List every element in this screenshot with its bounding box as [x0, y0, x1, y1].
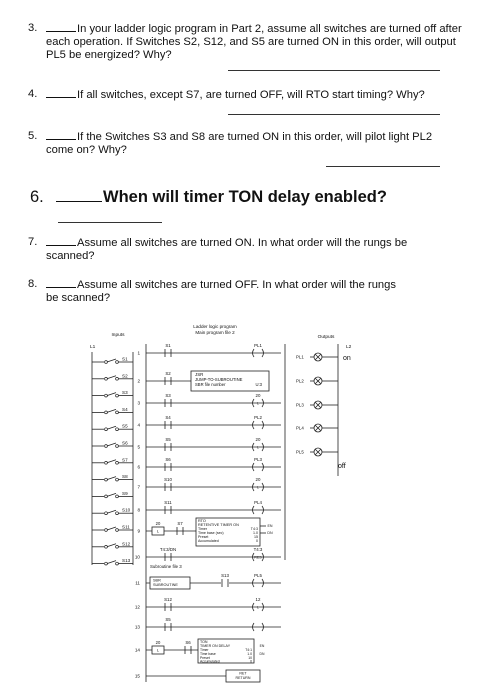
outputs-label: Outputs	[317, 335, 335, 340]
input-switch-label: S3	[122, 390, 128, 396]
rto-timer-value: T4:3	[250, 527, 258, 531]
switch-blade	[107, 544, 116, 547]
switch-terminal	[105, 411, 108, 414]
switch-terminal	[105, 428, 108, 431]
output-coil-letter: L	[257, 485, 259, 490]
switch-blade	[107, 510, 116, 513]
rung-number: 5	[137, 444, 140, 450]
contact-label: S13	[221, 573, 229, 578]
ton-preset-label: Preset	[200, 656, 210, 660]
switch-terminal	[105, 529, 108, 532]
input-switch-label: S6	[122, 440, 128, 446]
output-coil-label: PL1	[254, 343, 262, 348]
jsr-line1: JUMP-TO-SUBROUTINE	[195, 377, 243, 382]
switch-terminal	[116, 361, 119, 364]
switch-terminal	[116, 394, 119, 397]
handwritten-note-off: off	[338, 463, 346, 470]
program-subtitle: Main program file 2	[195, 330, 235, 335]
switch-blade	[107, 359, 116, 362]
jsr-value: U:3	[255, 382, 262, 387]
output-lamp-label: PL3	[296, 402, 304, 408]
ton-accum-value: 0	[250, 659, 252, 664]
switch-terminal	[105, 545, 108, 548]
switch-blade	[107, 460, 116, 463]
subroutine-title: Subroutine file 3	[150, 564, 182, 569]
rto-title: RTO	[198, 519, 206, 523]
output-coil-label: PL5	[254, 573, 262, 578]
output-coil-letter: L	[257, 445, 259, 450]
switch-terminal	[116, 495, 119, 498]
ltl-letter: L	[156, 528, 160, 534]
input-switch-label: S7	[122, 457, 128, 463]
switch-terminal	[105, 512, 108, 515]
rung-number: 8	[137, 507, 140, 513]
output-coil-letter: RES	[254, 555, 262, 560]
contact-label: S1	[165, 343, 171, 348]
output-coil-label: PL2	[254, 415, 262, 420]
rto-line1: RETENTIVE TIMER ON	[198, 523, 239, 527]
output-coil-label: PL4	[254, 500, 262, 505]
switch-blade	[107, 527, 116, 530]
contact-label: S11	[164, 500, 172, 505]
question-text: If the Switches S3 and S8 are turned ON in this order, will pilot light PL2 come on? Why?	[46, 131, 433, 156]
rung-number: 7	[137, 484, 140, 490]
contact-label: S5	[165, 437, 171, 442]
contact-label: S5	[165, 617, 171, 622]
rto-timebase-value: 1.0	[253, 531, 258, 535]
question-number: 8.	[28, 278, 38, 290]
contact-label: S4	[165, 415, 171, 420]
output-coil-label: 20	[255, 477, 261, 482]
jsr-title: JSR	[195, 372, 204, 377]
question-text: In your ladder logic program in Part 2, assume all switches are turned off after each operation. If Switches S2, S12, and S5 are turned ON in this order, will output PL5 be energized? Why?	[46, 23, 462, 61]
rto-preset-label: Preset	[198, 535, 209, 539]
switch-terminal	[105, 461, 108, 464]
switch-terminal	[105, 562, 108, 565]
question-number: 5.	[28, 130, 38, 142]
question-number: 3.	[28, 22, 38, 34]
rung-number: 11	[135, 580, 140, 586]
ton-accum-label: Accumulated	[200, 659, 220, 664]
switch-blade	[107, 443, 116, 446]
output-coil-letter: L	[257, 401, 259, 406]
program-title: Ladder logic program	[193, 324, 237, 329]
rung-number: 6	[137, 464, 140, 470]
output-coil-label: 12	[255, 597, 261, 602]
ton-en-label: EN	[259, 644, 265, 648]
input-switch-label: S13	[122, 558, 131, 564]
ltl-address: 20	[155, 521, 161, 526]
switch-blade	[107, 376, 116, 379]
l2-label: L2	[346, 345, 352, 350]
contact-label: S6	[165, 457, 171, 462]
contact-label: S3	[165, 393, 171, 398]
question-text: If all switches, except S7, are turned OFF, will RTO start timing? Why?	[77, 89, 425, 101]
ton-preset-value: 10	[248, 656, 252, 660]
output-lamp-label: PL2	[296, 378, 304, 384]
handwritten-note-on: on	[343, 355, 351, 362]
rto-timer-label: Timer	[198, 527, 208, 531]
switch-terminal	[116, 411, 119, 414]
inputs-label: Inputs	[111, 333, 125, 338]
input-switch-label: S5	[122, 423, 128, 429]
switch-terminal	[105, 361, 108, 364]
input-switch-label: S2	[122, 373, 128, 379]
output-coil-label: PL3	[254, 457, 262, 462]
input-switch-label: S9	[122, 490, 128, 496]
input-switch-label: S4	[122, 406, 128, 412]
ton-line1: TIMER ON DELAY	[200, 644, 231, 648]
switch-terminal	[105, 478, 108, 481]
ton-timer-label: Timer	[200, 648, 209, 652]
rung-number: 1	[137, 350, 140, 356]
question-number: 4.	[28, 88, 38, 100]
switch-terminal	[105, 445, 108, 448]
rung-number: 13	[134, 624, 140, 630]
switch-blade	[107, 561, 116, 564]
ton-timebase-value: 1.0	[247, 652, 252, 656]
input-switch-label: S12	[122, 541, 131, 547]
rung-number: 14	[134, 647, 140, 653]
rto-accum-value: 0	[256, 539, 258, 543]
switch-terminal	[116, 529, 119, 532]
ltl-letter: L	[156, 647, 160, 653]
switch-blade	[107, 393, 116, 396]
switch-blade	[107, 409, 116, 412]
contact-label: S6	[185, 640, 191, 645]
contact-label: S7	[177, 521, 183, 526]
input-switch-label: S8	[122, 474, 128, 480]
switch-terminal	[116, 461, 119, 464]
sbr-line1: SUBROUTINE	[153, 583, 178, 587]
jsr-line2: SBR file number	[195, 382, 226, 387]
ton-timebase-label: Time base	[200, 652, 216, 656]
contact-label: S2	[165, 371, 171, 376]
switch-terminal	[116, 545, 119, 548]
output-coil-letter: L	[257, 605, 259, 610]
contact-label: S12	[164, 597, 172, 602]
rung-number: 3	[137, 400, 140, 406]
output-lamp-label: PL1	[296, 354, 304, 360]
switch-terminal	[116, 377, 119, 380]
input-switch-label: S1	[122, 356, 128, 362]
contact-label: S10	[164, 477, 172, 482]
switch-blade	[107, 493, 116, 496]
switch-blade	[107, 477, 116, 480]
output-lamp-label: PL4	[296, 425, 304, 431]
switch-terminal	[116, 478, 119, 481]
switch-terminal	[116, 562, 119, 565]
rto-preset-value: 15	[254, 535, 258, 539]
switch-blade	[107, 426, 116, 429]
rung-number: 2	[137, 378, 140, 384]
question-text: When will timer TON delay enabled?	[103, 188, 387, 206]
question-text: Assume all switches are turned OFF. In what order will the rungs be scanned?	[46, 279, 396, 304]
input-switch-label: S10	[122, 507, 131, 513]
contact-label: T4:3/DN	[159, 547, 177, 552]
rung-number: 9	[137, 528, 140, 534]
ton-timer-value: T4:1	[245, 648, 252, 652]
input-switch-label: S11	[122, 524, 130, 530]
switch-terminal	[116, 445, 119, 448]
switch-terminal	[105, 394, 108, 397]
sbr-title: SBR	[153, 578, 161, 583]
ltl-address: 20	[155, 640, 161, 645]
question-number: 6.	[30, 188, 44, 206]
rto-dn-label: DN	[267, 531, 273, 535]
switch-terminal	[116, 428, 119, 431]
rung-number: 10	[134, 554, 140, 560]
rung-number: 15	[134, 673, 140, 679]
l1-label: L1	[90, 345, 96, 350]
ton-dn-label: DN	[259, 652, 265, 656]
output-coil-label: 20	[255, 437, 261, 442]
ton-title: TON	[200, 640, 208, 644]
rto-en-label: EN	[267, 524, 273, 528]
rto-timebase-label: Time base (sec)	[198, 531, 224, 535]
ret-line1: RETURN	[235, 676, 251, 680]
output-coil-label: 20	[255, 393, 261, 398]
rto-accum-label: Accumulated	[198, 539, 219, 543]
output-lamp-label: PL5	[296, 449, 304, 455]
ret-title: RET	[239, 671, 247, 676]
switch-terminal	[105, 377, 108, 380]
rung-number: 12	[134, 604, 140, 610]
switch-terminal	[116, 512, 119, 515]
question-number: 7.	[28, 236, 38, 248]
output-coil-label: T4:3	[253, 547, 263, 552]
switch-terminal	[105, 495, 108, 498]
rung-number: 4	[137, 422, 140, 428]
question-text: Assume all switches are turned ON. In what order will the rungs be scanned?	[46, 237, 408, 262]
